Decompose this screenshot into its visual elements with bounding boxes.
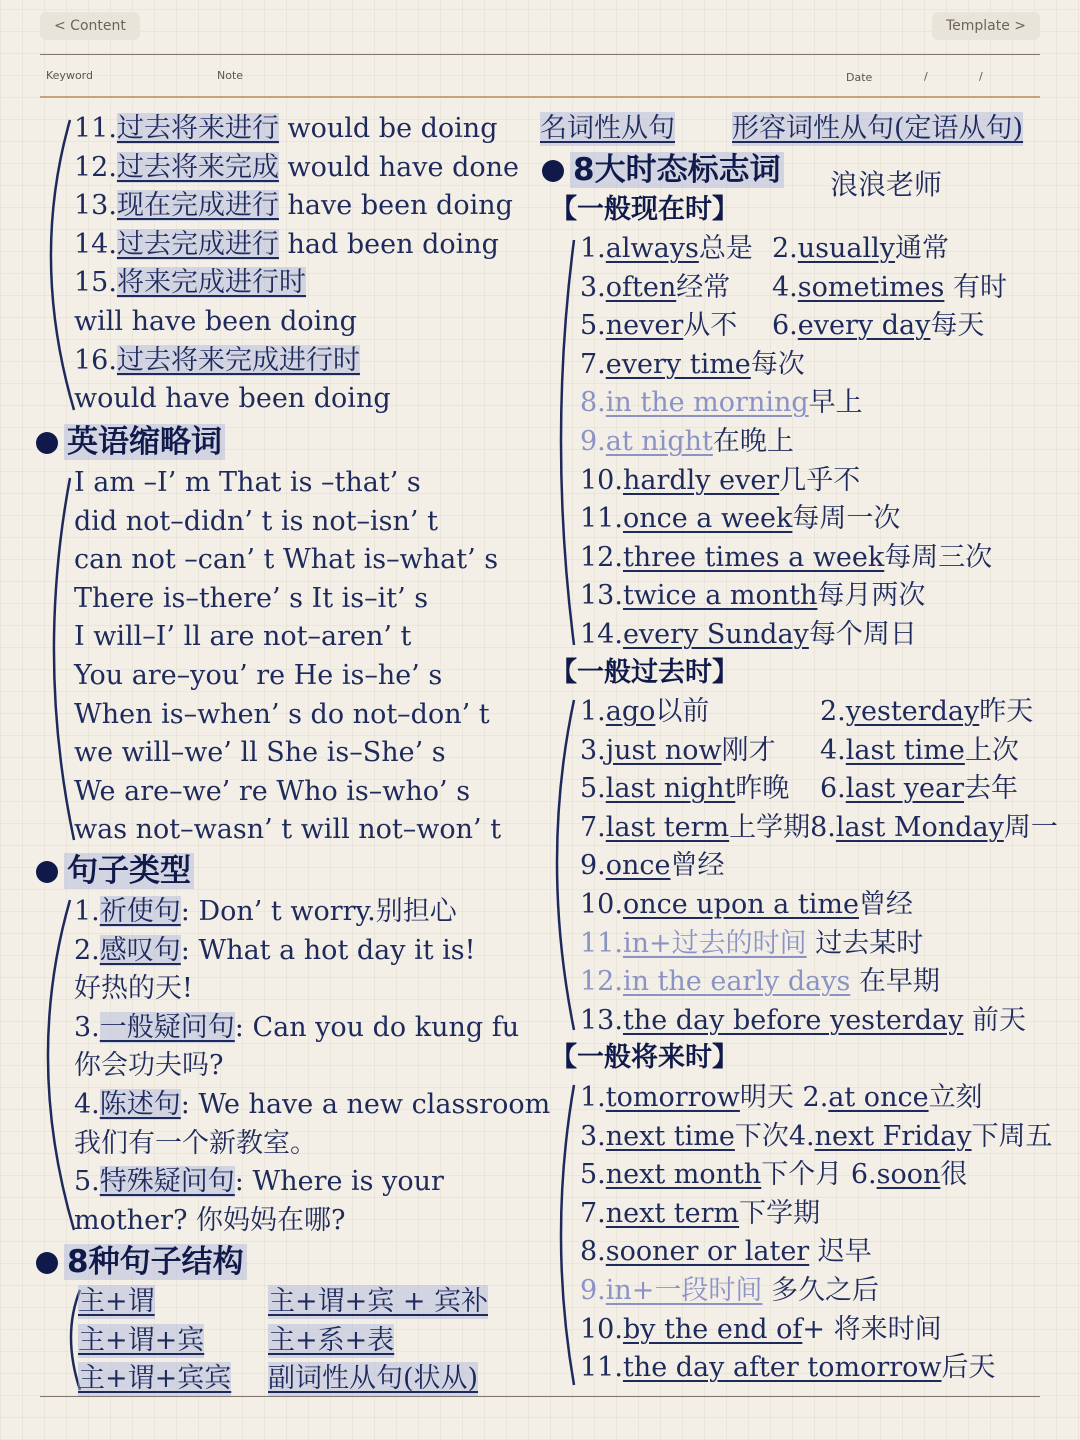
marker-meaning-cn: 下周五 [971, 1120, 1053, 1152]
marker-item [580, 965, 940, 999]
tense-number: 14. [74, 228, 117, 260]
marker-word-en: last term [605, 811, 730, 843]
tense-markers-heading-text: 8大时态标志词 [570, 152, 784, 188]
abbreviation-line: There is–there’ s It is–it’ s [74, 582, 429, 614]
marker-word-en: soon [876, 1159, 941, 1191]
marker-word-en: yesterday [845, 696, 980, 727]
sentence-type-line [74, 1049, 223, 1083]
structure-item: 主+谓+宾 [78, 1324, 205, 1356]
marker-number: 10. [580, 464, 623, 496]
marker-item [580, 1351, 996, 1385]
marker-meaning-cn: 几乎不 [779, 464, 861, 496]
tense-line [74, 228, 499, 262]
marker-item [580, 618, 917, 652]
marker-word-en: always [605, 233, 699, 264]
marker-word-en: the day after tomorrow [622, 1352, 942, 1384]
marker-word-en: three times a week [622, 541, 885, 573]
structure-item: 主+谓 [78, 1286, 155, 1317]
marker-meaning-cn: 上学期 [729, 811, 811, 843]
marker-word-en: in+过去的时间 [622, 927, 807, 959]
marker-number: 5. [580, 773, 606, 805]
marker-item [772, 271, 1007, 305]
tense-line [74, 305, 357, 339]
marker-number: 12. [580, 966, 623, 998]
marker-meaning-cn: 昨晚 [735, 773, 790, 805]
marker-number: 8. [580, 1236, 606, 1268]
note-label: Note [217, 69, 244, 82]
marker-word-en: in the early days [622, 966, 851, 998]
marker-item [580, 348, 805, 382]
date-slash-1: / [924, 70, 928, 83]
marker-word-en: next term [605, 1197, 740, 1229]
sentence-structures-heading [36, 1242, 247, 1282]
sentence-type-line [74, 934, 476, 968]
back-to-content-button[interactable]: < Content [40, 12, 140, 40]
sentence-type-name: 感叹句 [99, 934, 181, 966]
present-simple-heading: 【一般现在时】 [550, 194, 739, 225]
tense-line [74, 266, 306, 300]
abbreviation-line: When is–when’ s do not–don’ t [74, 698, 490, 730]
marker-word-en: sometimes [797, 271, 945, 303]
marker-number: 12. [580, 541, 623, 573]
marker-word-en: next month [605, 1159, 762, 1191]
marker-number: 11. [580, 503, 623, 535]
marker-meaning-cn: 每次 [750, 348, 805, 380]
sentence-type-line [74, 1165, 444, 1199]
marker-meaning-cn: 去年 [964, 773, 1019, 805]
marker-word-en: at once [828, 1082, 929, 1113]
sentence-example: mother? 你妈妈在哪? [74, 1204, 346, 1236]
sentence-number: 4. [74, 1089, 100, 1120]
abbreviation-line: was not–wasn’ t will not–won’ t [74, 814, 502, 846]
marker-meaning-cn: 后天 [941, 1352, 996, 1384]
tense-form-en: would have done [278, 151, 519, 183]
structure-item: 副词性从句(状从) [268, 1363, 479, 1395]
marker-item [580, 309, 737, 343]
marker-meaning-cn: 很 [940, 1159, 968, 1191]
marker-number: 2. [772, 233, 798, 264]
marker-word-en: last Monday [835, 811, 1004, 843]
tense-line [74, 112, 497, 146]
sentence-type-name: 祈使句 [99, 896, 181, 927]
marker-word-en: last time [845, 734, 965, 766]
marker-word-en: ago [605, 696, 656, 727]
marker-word-en: tomorrow [605, 1082, 740, 1113]
abbreviations-heading [36, 422, 225, 462]
marker-word-en: last year [845, 773, 965, 805]
template-button[interactable]: Template > [932, 12, 1040, 40]
marker-meaning-cn: 以前 [655, 696, 710, 727]
structure-item: 主+谓+宾宾 [78, 1363, 232, 1395]
marker-word-en: once [605, 850, 671, 882]
bullet-dot [542, 160, 564, 182]
tense-number: 13. [74, 190, 117, 222]
marker-word-en: once a week [622, 503, 793, 535]
sentence-structures-heading-text: 8种句子结构 [64, 1244, 247, 1280]
marker-number: 9. [580, 1275, 606, 1306]
marker-meaning-cn: 多久之后 [762, 1275, 880, 1306]
tense-name-cn: 过去将来进行 [116, 113, 279, 144]
marker-word-en: often [605, 271, 677, 303]
marker-word-en: at night [605, 426, 713, 457]
marker-item [580, 502, 900, 536]
marker-number: 1. [580, 233, 606, 264]
tense-name-cn: 现在完成进行 [116, 190, 279, 222]
marker-meaning-cn: 经常 [676, 271, 731, 303]
sentence-example: 你会功夫吗? [74, 1050, 224, 1082]
marker-item [580, 849, 725, 883]
marker-item [580, 1197, 820, 1231]
marker-meaning-cn: 每周三次 [884, 541, 993, 573]
marker-item [580, 232, 753, 266]
marker-item [580, 734, 776, 768]
tense-markers-heading [542, 150, 784, 190]
marker-word-en: in the morning [605, 387, 809, 419]
marker-meaning-cn: 过去某时 [806, 927, 924, 959]
tense-form-en: will have been doing [74, 306, 357, 337]
bullet-dot [36, 861, 58, 883]
marker-item [820, 695, 1033, 729]
marker-meaning-cn: 在早期 [850, 966, 940, 998]
tense-form-en: have been doing [278, 190, 513, 222]
sentence-type-line [74, 1204, 346, 1238]
keyword-label: Keyword [46, 69, 93, 82]
marker-number: 4. [820, 734, 846, 766]
marker-word-en: never [605, 310, 684, 342]
marker-number: 14. [580, 619, 623, 650]
structure-item: 主+系+表 [268, 1324, 395, 1356]
marker-word-en: every Sunday [622, 619, 809, 650]
bullet-dot [36, 432, 58, 454]
marker-meaning-cn: 每周一次 [792, 503, 901, 535]
author-name: 浪浪老师 [830, 168, 943, 201]
sentence-number: 1. [74, 896, 100, 927]
sentence-types-heading-text: 句子类型 [64, 853, 194, 889]
marker-word-en: every time [605, 348, 751, 380]
marker-number: 8. [580, 387, 606, 419]
marker-meaning-cn: 立刻 [928, 1082, 983, 1113]
marker-meaning-cn: 曾经 [858, 889, 913, 920]
marker-number: 10. [580, 1313, 623, 1345]
marker-item [580, 772, 789, 806]
marker-item [580, 1004, 1026, 1038]
abbreviation-line: did not–didn’ t is not–isn’ t [74, 505, 438, 537]
sentence-example: : What a hot day it is! [180, 934, 476, 966]
marker-number: 3. [580, 1120, 606, 1152]
tense-line [74, 382, 391, 416]
marker-meaning-cn: 每月两次 [817, 580, 926, 612]
marker-meaning-cn: 从不 [683, 310, 738, 342]
abbreviation-line: We are–we’ re Who is–who’ s [74, 775, 471, 807]
marker-number: 5. [580, 310, 606, 342]
marker-number: 7. [580, 348, 606, 380]
tense-name-cn: 将来完成进行时 [116, 267, 306, 299]
sentence-number: 5. [74, 1166, 100, 1198]
marker-meaning-cn: 通常 [895, 233, 950, 264]
tense-line [74, 151, 519, 185]
marker-meaning-cn: + 将来时间 [802, 1313, 942, 1345]
marker-number: 5. [580, 1159, 606, 1191]
marker-word-en: once upon a time [622, 889, 859, 920]
sentence-type-line [74, 972, 193, 1006]
marker-number: 4. [772, 271, 798, 303]
marker-meaning-cn: 下学期 [739, 1197, 821, 1229]
marker-item [580, 579, 925, 613]
marker-item [580, 1235, 872, 1269]
marker-meaning-cn: 刚才 [721, 734, 776, 766]
sentence-example: : Don’ t worry.别担心 [180, 896, 457, 927]
sentence-type-name: 特殊疑问句 [99, 1166, 235, 1198]
marker-item [580, 271, 730, 305]
marker-word-en: last night [605, 773, 736, 805]
bullet-dot [36, 1252, 58, 1274]
abbreviation-line: can not –can’ t What is–what’ s [74, 544, 499, 576]
noun-clause-label: 名词性从句 [540, 113, 675, 144]
abbreviation-line: I will–I’ ll are not–aren’ t [74, 621, 412, 653]
marker-word-en: twice a month [622, 580, 818, 612]
marker-item [580, 425, 794, 459]
marker-word-en: hardly ever [622, 464, 780, 496]
sentence-type-line [74, 1127, 317, 1161]
past-simple-heading: 【一般过去时】 [550, 657, 739, 688]
sentence-example: 好热的天! [74, 973, 193, 1005]
marker-word-en: the day before yesterday [622, 1004, 964, 1036]
marker-number: 9. [580, 850, 606, 882]
sentence-type-line [74, 1088, 550, 1122]
sentence-example: : Can you do kung fu [234, 1011, 520, 1043]
future-simple-heading: 【一般将来时】 [550, 1042, 739, 1073]
marker-meaning-cn: 下个月 [761, 1159, 851, 1191]
marker-number: 6. [850, 1159, 877, 1191]
sentence-example: : Where is your [234, 1166, 444, 1198]
marker-meaning-cn: 曾经 [670, 850, 725, 882]
marker-number: 1. [580, 696, 606, 727]
marker-number: 6. [820, 773, 846, 805]
marker-item [820, 734, 1019, 768]
marker-meaning-cn: 有时 [944, 271, 1007, 303]
marker-meaning-cn: 下次 [734, 1120, 789, 1152]
tense-form-en: had been doing [278, 228, 499, 260]
sentence-type-name: 一般疑问句 [99, 1011, 235, 1043]
marker-number: 2. [802, 1082, 829, 1113]
date-label: Date [846, 71, 873, 84]
marker-item [580, 1313, 942, 1347]
tense-line [74, 344, 360, 378]
marker-meaning-cn: 周一 [1003, 811, 1058, 843]
marker-meaning-cn: 每天 [930, 310, 985, 342]
tense-form-en: would be doing [278, 113, 498, 144]
sentence-number: 2. [74, 934, 100, 966]
marker-number: 7. [580, 1197, 606, 1229]
marker-item [580, 1158, 967, 1192]
marker-number: 11. [580, 1352, 623, 1384]
marker-number: 4. [788, 1120, 815, 1152]
tense-line [74, 189, 513, 223]
marker-number: 1. [580, 1082, 606, 1113]
marker-number: 7. [580, 811, 606, 843]
marker-word-en: next time [605, 1120, 735, 1152]
marker-meaning-cn: 每个周日 [808, 619, 917, 650]
marker-number: 10. [580, 889, 623, 920]
marker-number: 6. [772, 310, 798, 342]
marker-item [580, 927, 923, 961]
marker-number: 3. [580, 734, 606, 766]
abbreviation-line: You are–you’ re He is–he’ s [74, 660, 443, 691]
sentence-type-line [74, 1011, 519, 1045]
marker-meaning-cn: 早上 [808, 387, 863, 419]
marker-item [580, 386, 863, 420]
marker-number: 13. [580, 580, 623, 612]
marker-meaning-cn: 在晚上 [712, 426, 794, 457]
sentence-example: 我们有一个新教室。 [74, 1127, 317, 1159]
marker-number: 13. [580, 1004, 623, 1036]
marker-word-en: by the end of [622, 1313, 803, 1345]
sentence-type-line [74, 895, 457, 929]
marker-item [580, 695, 709, 729]
tense-number: 11. [74, 113, 117, 144]
marker-item [580, 1120, 1053, 1154]
marker-word-en: sooner or later [605, 1236, 810, 1268]
structure-item: 主+谓+宾 + 宾补 [268, 1286, 489, 1317]
tense-number: 15. [74, 267, 117, 299]
date-slash-2: / [979, 70, 983, 83]
marker-word-en: just now [605, 734, 722, 766]
marker-item [580, 811, 1058, 845]
marker-number: 9. [580, 426, 606, 457]
adjective-clause-label: 形容词性从句(定语从句) [732, 113, 1024, 144]
marker-meaning-cn: 前天 [963, 1004, 1026, 1036]
marker-word-en: usually [797, 233, 896, 264]
marker-item [580, 1081, 983, 1115]
marker-number: 3. [580, 271, 606, 303]
marker-item [580, 541, 992, 575]
marker-word-en: next Friday [814, 1120, 972, 1152]
abbreviation-line: I am –I’ m That is –that’ s [74, 467, 421, 498]
tense-number: 16. [74, 344, 117, 376]
marker-number: 2. [820, 696, 846, 727]
bottom-divider [40, 1396, 1040, 1397]
abbreviation-line: we will–we’ ll She is–She’ s [74, 737, 446, 769]
marker-meaning-cn: 上次 [964, 734, 1019, 766]
marker-item [580, 1274, 879, 1308]
tense-form-en: would have been doing [74, 383, 391, 415]
marker-word-en: in+一段时间 [605, 1275, 763, 1306]
marker-meaning-cn: 迟早 [809, 1236, 872, 1268]
abbreviations-heading-text: 英语缩略词 [64, 424, 225, 460]
marker-meaning-cn: 总是 [698, 233, 753, 264]
marker-item [772, 309, 984, 343]
marker-word-en: every day [797, 310, 931, 342]
sentence-example: : We have a new classroom [180, 1089, 551, 1120]
marker-item [580, 888, 913, 922]
marker-item [820, 772, 1018, 806]
tense-number: 12. [74, 151, 117, 183]
sentence-types-heading [36, 851, 194, 891]
marker-number: 11. [580, 927, 623, 959]
marker-item [580, 464, 860, 498]
tense-name-cn: 过去将来完成 [116, 151, 279, 183]
sentence-type-name: 陈述句 [99, 1089, 181, 1120]
marker-number: 8. [810, 811, 836, 843]
tense-name-cn: 过去将来完成进行时 [116, 344, 360, 376]
marker-meaning-cn: 明天 [739, 1082, 803, 1113]
tense-name-cn: 过去完成进行 [116, 228, 279, 260]
marker-meaning-cn: 昨天 [979, 696, 1034, 727]
sentence-number: 3. [74, 1011, 100, 1043]
marker-item [772, 232, 949, 266]
